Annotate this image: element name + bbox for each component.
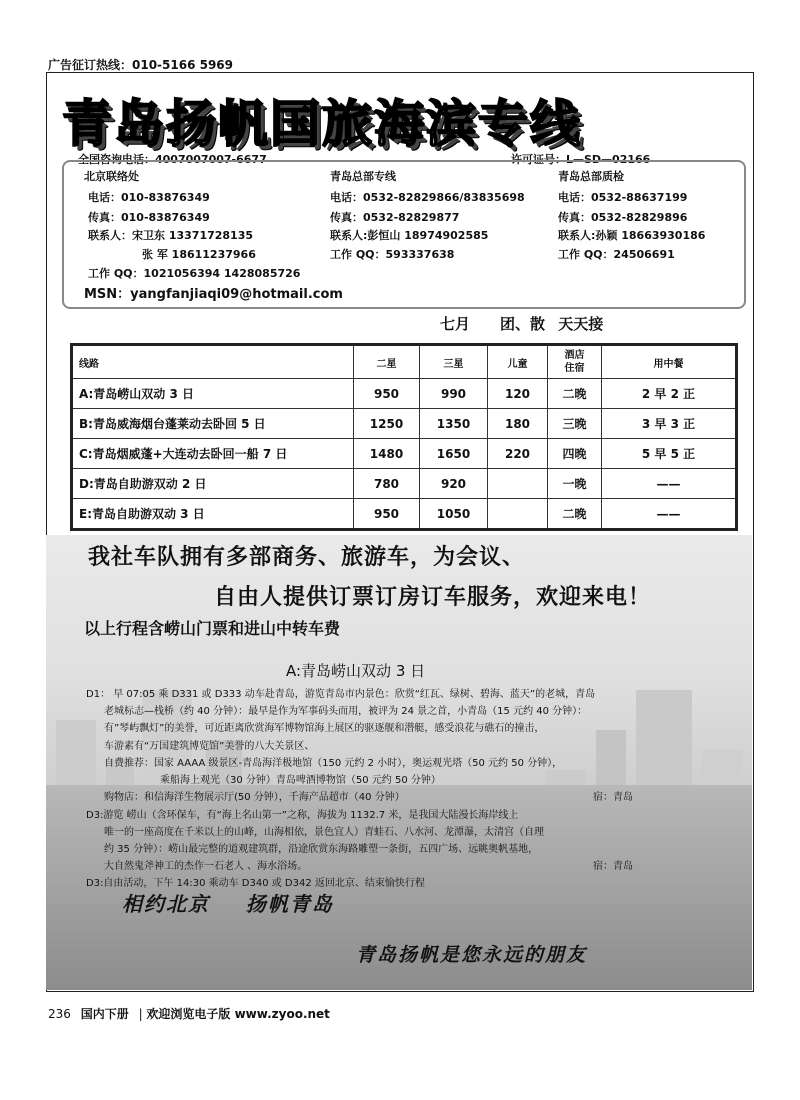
itinerary-line: D3:自由活动，下午 14:30 乘动车 D340 或 D342 返回北京、结束愉快行程 [86,878,425,889]
itinerary-stay: 宿：青岛 [593,792,633,803]
table-cell: 1250 [354,409,420,439]
table-cell: A:青岛崂山双动 3 日 [72,379,354,409]
beijing-qq: 工作 QQ：1021056394 1428085726 [88,267,301,280]
table-cell [488,499,548,530]
table-cell: C:青岛烟威蓬+大连动去卧回一船 7 日 [72,439,354,469]
table-cell: 1350 [420,409,488,439]
page-number: 236 [48,1007,71,1021]
table-header-row [72,345,737,379]
table-cell: 120 [488,379,548,409]
table-cell: 1650 [420,439,488,469]
qc-fax: 传真：0532-82829896 [558,211,688,224]
table-cell: 2 早 2 正 [602,379,737,409]
consult-phone: 全国咨询电话：4007007007-6677 [78,153,267,166]
table-cell: 二晚 [548,499,602,530]
table-row [72,439,737,469]
beijing-title: 北京联络处 [84,170,139,183]
beijing-contact-2: 张 军 18611237966 [142,248,256,261]
qc-contact: 联系人:孙颖 18663930186 [558,229,706,242]
schedule-note [440,313,633,334]
msn-address[interactable]: MSN：yangfanjiaqi09@hotmail.com [84,287,343,302]
table-row [72,409,737,439]
table-cell: 920 [420,469,488,499]
table-row [72,379,737,409]
itinerary-line: 老城标志—栈桥（约 40 分钟）：最早是作为军事码头而用，被评为 24 景之首，小青岛（15 元约 40 分钟）： [104,706,588,717]
itinerary-line: 约 35 分钟）：崂山最完整的道观建筑群，沿途欣赏东海路雕塑一条街，五四广场、远眺奥帆基地， [104,844,539,855]
table-cell [488,469,548,499]
table-cell: —— [602,469,737,499]
table-cell: 1480 [354,439,420,469]
table-cell: 990 [420,379,488,409]
table-cell: 220 [488,439,548,469]
itinerary-line: D1： 早 07:05 乘 D331 或 D333 动车赴青岛，游览青岛市内景色：欣赏“红瓦、绿树、碧海、蓝天”的老城，青岛 [86,689,596,700]
header-meals: 用中餐 [602,345,737,379]
ad-hotline: 广告征订热线：010-5166 5969 [48,58,234,72]
license-number: 许可证号：L—SD—02166 [511,153,651,166]
table-cell: 780 [354,469,420,499]
table-row [72,499,737,530]
footer: 236 国内下册 | 欢迎浏览电子版 www.zyoo.net [48,1007,330,1021]
promo-line-1: 我社车队拥有多部商务、旅游车，为会议、 [88,545,526,570]
qc-qq: 工作 QQ：24506691 [558,248,675,261]
hq-phone: 电话：0532-82829866/83835698 [330,191,525,204]
itinerary-line: 乘船海上观光（30 分钟）青岛啤酒博物馆（50 元约 50 分钟） [160,775,441,786]
header-child: 儿童 [488,345,548,379]
qc-phone: 电话：0532-88637199 [558,191,688,204]
table-cell: 5 早 5 正 [602,439,737,469]
hq-title: 青岛总部专线 [330,170,396,183]
table-cell: 1050 [420,499,488,530]
schedule-text: 团、散 天天接 [500,315,604,333]
promo-line-2: 自由人提供订票订房订车服务，欢迎来电！ [214,585,652,610]
table-row [72,469,737,499]
itinerary-line: D3:游览 崂山（含环保车，有“海上名山第一”之称，海拔为 1132.7 米，是我国大陆漫长海岸线上 [86,810,519,821]
hq-contact: 联系人:彭恒山 18974902585 [330,229,489,242]
section-name: 国内下册 [80,1007,129,1021]
table-cell: 3 早 3 正 [602,409,737,439]
qc-title: 青岛总部质检 [558,170,624,183]
contact-box [62,160,746,309]
itinerary-line: 唯一的一座高度在千米以上的山峰，山海相依，景色宜人）青蛙石、八水河、龙潭瀑，太清宫（自理 [104,827,544,838]
itinerary-stay: 宿：青岛 [593,861,633,872]
table-cell: 一晚 [548,469,602,499]
itinerary-line: 大自然鬼斧神工的杰作一石老人 、海水浴场。 [104,861,308,872]
header-hotel: 酒店 住宿 [548,345,602,379]
hq-qq: 工作 QQ：593337638 [330,248,455,261]
header-two-star: 二星 [354,345,420,379]
header-route: 线路 [72,345,354,379]
itinerary-line: 购物店：和信海洋生物展示厅(50 分钟），千海产品超市（40 分钟） [104,792,405,803]
footer-note[interactable]: 欢迎浏览电子版 www.zyoo.net [146,1007,330,1021]
table-cell: 180 [488,409,548,439]
table-cell: 三晚 [548,409,602,439]
beijing-fax: 传真：010-83876349 [88,211,210,224]
itinerary-line: 自费推荐：国家 AAAA 级景区-青岛海洋极地馆（150 元约 2 小时），奥运观光塔（50 元约 50 分钟）， [104,758,563,769]
slogan-1: 相约北京 扬帆青岛 [122,892,334,916]
schedule-month: 七月 [440,315,471,333]
beijing-phone: 电话：010-83876349 [88,191,210,204]
table-cell: 950 [354,379,420,409]
table-cell: —— [602,499,737,530]
table-cell: D:青岛自助游双动 2 日 [72,469,354,499]
hq-fax: 传真：0532-82829877 [330,211,460,224]
table-cell: B:青岛威海烟台蓬莱动去卧回 5 日 [72,409,354,439]
itinerary-line: 有”琴屿飘灯”的美誉，可近距离欣赏海军博物馆海上展区的驱逐舰和潜艇，感受浪花与礁石的撞击， [104,723,545,734]
page-title: 青岛扬帆国旅海滨专线 [62,95,582,153]
itinerary-title: A:青岛崂山双动 3 日 [286,662,426,680]
slogan-2: 青岛扬帆是您永远的朋友 [356,944,588,966]
table-cell: 四晚 [548,439,602,469]
route-price-table [70,343,738,531]
table-cell: E:青岛自助游双动 3 日 [72,499,354,530]
beijing-contact-1: 联系人：宋卫东 13371728135 [88,229,254,242]
itinerary-line: 车游素有“万国建筑博览馆”美誉的八大关景区、 [104,741,315,752]
header-three-star: 三星 [420,345,488,379]
promo-line-3: 以上行程含崂山门票和进山中转车费 [84,619,341,638]
table-cell: 950 [354,499,420,530]
table-cell: 二晚 [548,379,602,409]
